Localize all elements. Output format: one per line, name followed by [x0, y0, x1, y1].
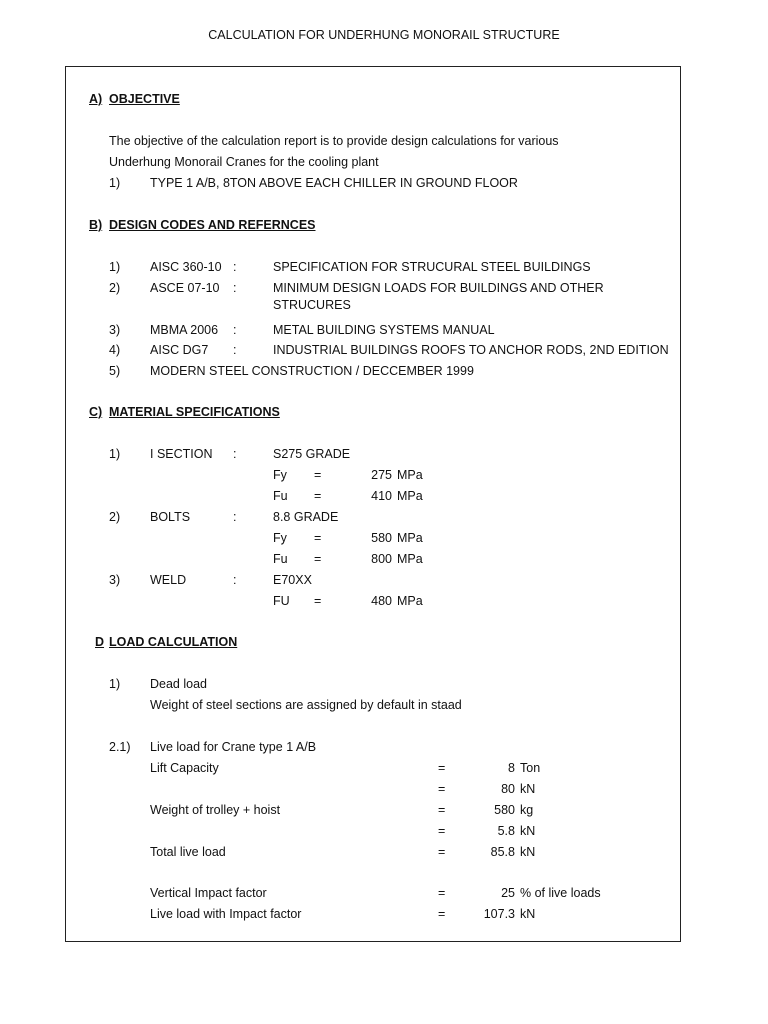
objective-item-text: TYPE 1 A/B, 8TON ABOVE EACH CHILLER IN GROUND FLOOR [150, 176, 518, 190]
material-num: 3) [109, 573, 121, 587]
load-value: 580 [494, 803, 515, 817]
dead-load-num: 1) [109, 677, 121, 691]
property-eq: = [314, 489, 322, 503]
objective-text-line2: Underhung Monorail Cranes for the cooling plant [109, 155, 379, 169]
property-unit: MPa [397, 489, 423, 503]
load-unit: % of live loads [520, 886, 601, 900]
load-eq: = [438, 845, 446, 859]
load-eq: = [438, 803, 446, 817]
section-c-heading: MATERIAL SPECIFICATIONS [109, 405, 280, 419]
property-unit: MPa [397, 468, 423, 482]
code-colon: : [233, 281, 237, 295]
property-eq: = [314, 531, 322, 545]
load-value: 5.8 [497, 824, 515, 838]
code-name: MBMA 2006 [150, 323, 219, 337]
property-unit: MPa [397, 552, 423, 566]
material-grade: 8.8 GRADE [273, 510, 339, 524]
code-num: 3) [109, 323, 121, 337]
code-colon: : [233, 343, 237, 357]
page-title: CALCULATION FOR UNDERHUNG MONORAIL STRUCTURE [208, 28, 560, 42]
load-unit: Ton [520, 761, 541, 775]
section-d-letter: D [95, 635, 105, 649]
code-num: 5) [109, 364, 121, 378]
material-name: BOLTS [150, 510, 191, 524]
code-colon: : [233, 323, 237, 337]
property-label: Fu [273, 489, 288, 503]
material-grade: E70XX [273, 573, 312, 587]
code-name: AISC DG7 [150, 343, 209, 357]
material-colon: : [233, 510, 237, 524]
load-label: Weight of trolley + hoist [150, 803, 281, 817]
property-eq: = [314, 468, 322, 482]
code-name: MODERN STEEL CONSTRUCTION / DECCEMBER 1999 [150, 364, 474, 378]
material-grade: S275 GRADE [273, 447, 351, 461]
code-num: 2) [109, 281, 121, 295]
load-value: 80 [501, 782, 515, 796]
code-desc: METAL BUILDING SYSTEMS MANUAL [273, 323, 495, 337]
material-name: WELD [150, 573, 187, 587]
property-unit: MPa [397, 531, 423, 545]
live-load-title: Live load for Crane type 1 A/B [150, 740, 317, 754]
load-value: 85.8 [490, 845, 515, 859]
section-b-letter: B) [89, 218, 103, 232]
property-value: 410 [371, 489, 392, 503]
code-name: AISC 360-10 [150, 260, 222, 274]
load-unit: kN [520, 907, 536, 921]
load-eq: = [438, 824, 446, 838]
material-name: I SECTION [150, 447, 213, 461]
section-b-heading: DESIGN CODES AND REFERNCES [109, 218, 316, 232]
property-value: 275 [371, 468, 392, 482]
load-label: Vertical Impact factor [150, 886, 267, 900]
dead-load-text: Weight of steel sections are assigned by default in staad [150, 698, 462, 712]
property-unit: MPa [397, 594, 423, 608]
load-unit: kN [520, 845, 536, 859]
load-label: Live load with Impact factor [150, 907, 302, 921]
code-num: 4) [109, 343, 121, 357]
code-colon: : [233, 260, 237, 274]
section-a-letter: A) [89, 92, 103, 106]
load-unit: kN [520, 782, 536, 796]
section-a-heading: OBJECTIVE [109, 92, 180, 106]
objective-text-line1: The objective of the calculation report is to provide design calculations for various [109, 134, 559, 148]
objective-item-num: 1) [109, 176, 121, 190]
code-desc: INDUSTRIAL BUILDINGS ROOFS TO ANCHOR RODS, 2ND EDITION [273, 343, 669, 357]
load-label: Lift Capacity [150, 761, 219, 775]
code-desc-continued: STRUCURES [273, 298, 351, 312]
load-eq: = [438, 886, 446, 900]
load-value: 25 [501, 886, 515, 900]
load-eq: = [438, 761, 446, 775]
section-d-heading: LOAD CALCULATION [109, 635, 238, 649]
section-c-letter: C) [89, 405, 103, 419]
load-label: Total live load [150, 845, 226, 859]
property-eq: = [314, 552, 322, 566]
load-unit: kg [520, 803, 534, 817]
load-value: 107.3 [483, 907, 515, 921]
dead-load-title: Dead load [150, 677, 207, 691]
material-colon: : [233, 573, 237, 587]
load-eq: = [438, 907, 446, 921]
material-colon: : [233, 447, 237, 461]
property-label: FU [273, 594, 290, 608]
live-load-num: 2.1) [109, 740, 131, 754]
code-num: 1) [109, 260, 121, 274]
property-value: 480 [371, 594, 392, 608]
property-value: 800 [371, 552, 392, 566]
load-eq: = [438, 782, 446, 796]
material-num: 1) [109, 447, 121, 461]
property-label: Fy [273, 531, 287, 545]
property-label: Fy [273, 468, 287, 482]
property-label: Fu [273, 552, 288, 566]
material-num: 2) [109, 510, 121, 524]
load-value: 8 [508, 761, 515, 775]
code-desc: MINIMUM DESIGN LOADS FOR BUILDINGS AND OTHER [273, 281, 604, 295]
load-unit: kN [520, 824, 536, 838]
code-desc: SPECIFICATION FOR STRUCURAL STEEL BUILDINGS [273, 260, 591, 274]
code-name: ASCE 07-10 [150, 281, 220, 295]
property-eq: = [314, 594, 322, 608]
property-value: 580 [371, 531, 392, 545]
